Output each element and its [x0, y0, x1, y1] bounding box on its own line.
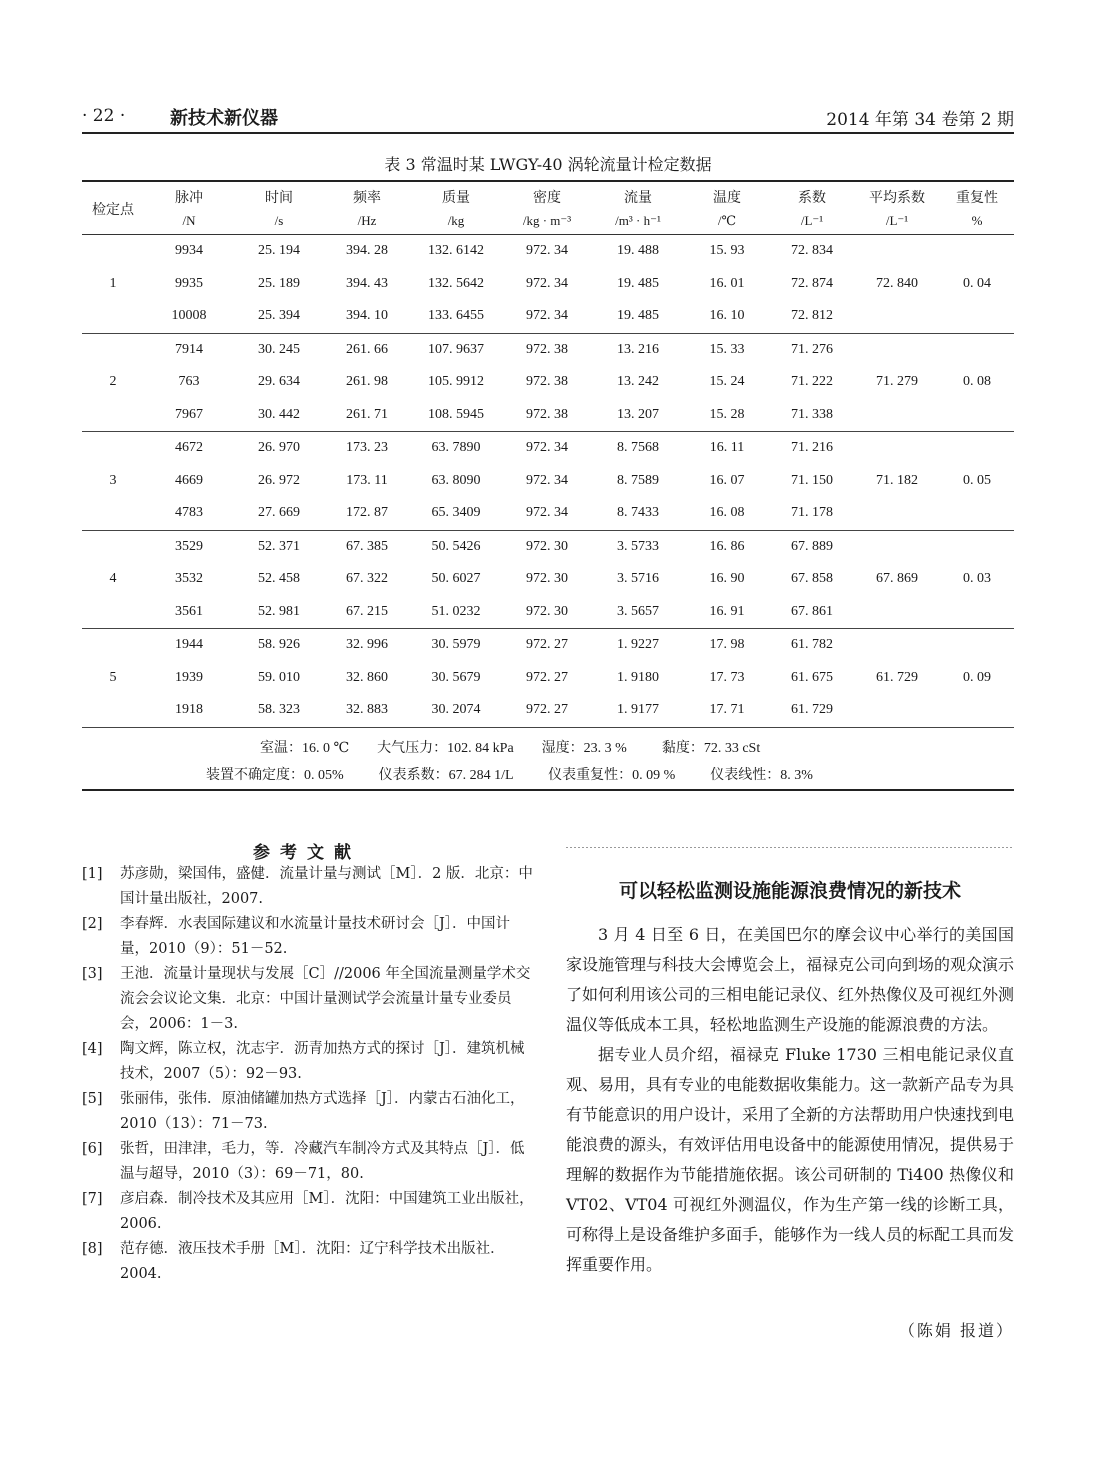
table-cell: 394. 43 — [346, 275, 388, 291]
section-divider-ornament — [566, 838, 1014, 848]
table-cell: 108. 5945 — [428, 406, 484, 422]
reference-number: [5] — [82, 1091, 103, 1107]
table-cell: 972. 30 — [526, 603, 568, 619]
table-cell: 71. 216 — [791, 440, 833, 456]
table-cell: 16. 91 — [709, 603, 745, 619]
reference-text: 王池．流量计量现状与发展［C］//2006 年全国流量测量学术交流会会议论文集．北京：中国计量测试学会流量计量专业委员会，2006：1－3. — [120, 966, 531, 1032]
table-cell: 16. 11 — [709, 440, 745, 456]
table-cell: 8. 7568 — [617, 440, 659, 456]
table-cell: 9934 — [175, 243, 203, 259]
table-notes — [82, 727, 1014, 791]
table-cell: 172. 87 — [346, 505, 388, 521]
table-cell: 132. 5642 — [428, 275, 484, 291]
journal-name: 新技术新仪器 — [170, 108, 278, 129]
table-cell: 25. 194 — [258, 243, 300, 259]
table-cell: 71. 338 — [791, 406, 833, 422]
column-header: 质量 — [442, 191, 470, 206]
table-row — [82, 530, 1014, 563]
table-note-conditions: 室温：16. 0 ℃ 大气压力：102. 84 kPa 湿度：23. 3 % 黏度：72. 33 cSt — [260, 741, 761, 756]
reference-item — [82, 862, 534, 912]
calibration-point-group — [82, 629, 1014, 728]
table-cell: 51. 0232 — [431, 603, 481, 619]
column-unit: % — [971, 213, 983, 228]
table-cell: 67. 858 — [791, 571, 833, 587]
table-row — [82, 333, 1014, 366]
reference-text: 彦启森．制冷技术及其应用［M］．沈阳：中国建筑工业出版社，2006. — [120, 1191, 534, 1232]
table-cell: 1. 9180 — [617, 669, 659, 685]
table-cell: 972. 34 — [526, 505, 568, 521]
table-cell: 13. 207 — [617, 406, 659, 422]
calibration-point: 2 — [109, 374, 117, 390]
table-cell: 394. 10 — [346, 308, 388, 324]
table-cell: 7967 — [175, 406, 203, 422]
references-title: 参考文献 — [253, 843, 361, 863]
table-cell: 9935 — [175, 275, 203, 291]
table-caption: 表 3 常温时某 LWGY-40 涡轮流量计检定数据 — [384, 155, 712, 174]
table-cell: 16. 07 — [709, 472, 745, 488]
table-cell: 72. 874 — [791, 275, 833, 291]
column-unit: /℃ — [717, 213, 737, 228]
table-cell: 972. 30 — [526, 571, 568, 587]
reference-number: [2] — [82, 916, 103, 932]
table-cell: 25. 189 — [258, 275, 300, 291]
table-row — [82, 432, 1014, 465]
reference-text: 李春辉．水表国际建议和水流量计量技术研讨会［J］．中国计量，2010（9）：51－52. — [120, 916, 511, 957]
repeatability: 0. 04 — [963, 275, 991, 291]
table-cell: 71. 178 — [791, 505, 833, 521]
table-cell: 133. 6455 — [428, 308, 484, 324]
table-cell: 4669 — [175, 472, 203, 488]
reference-item — [82, 962, 534, 1037]
table-cell: 16. 90 — [709, 571, 745, 587]
news-paragraph: 据专业人员介绍，福禄克 Fluke 1730 三相电能记录仪直观、易用，具有专业的电能数据收集能力。这一款新产品专为具有节能意识的用户设计，采用了全新的方法帮助用户快速找到电能浪费的源头，有效评估用电设备中的能源使用情况，提供易于理解的数据作为节能措施依据。该公司研制的 Ti400 热像仪和 VT02、VT04 可视红外测温仪，作为生产第一线的诊断工具，可称得上是设备维护多面手，能够作为一线人员的标配工具而发挥重要作用。 — [566, 1045, 1015, 1274]
table-cell: 50. 5426 — [431, 538, 481, 554]
table-cell: 63. 8090 — [431, 472, 481, 488]
table-cell: 19. 485 — [617, 308, 659, 324]
average-coefficient: 67. 869 — [876, 571, 918, 587]
table-cell: 67. 861 — [791, 603, 833, 619]
column-header: 频率 — [353, 191, 381, 206]
table-cell: 25. 394 — [258, 308, 300, 324]
table-cell: 3. 5657 — [617, 603, 659, 619]
column-header: 平均系数 — [869, 191, 925, 206]
table-cell: 50. 6027 — [431, 571, 481, 587]
calibration-point-group — [82, 235, 1014, 334]
calibration-point-group — [82, 530, 1014, 629]
reference-text: 张丽伟，张伟．原油储罐加热方式选择［J］．内蒙古石油化工，2010（13）：71－73. — [120, 1091, 525, 1132]
table-row — [82, 235, 1014, 268]
table-cell: 30. 5979 — [431, 637, 481, 653]
calibration-point-group — [82, 333, 1014, 432]
table-cell: 17. 71 — [709, 702, 745, 718]
table-cell: 972. 34 — [526, 472, 568, 488]
average-coefficient: 71. 182 — [876, 472, 918, 488]
table-cell: 972. 38 — [526, 341, 568, 357]
table-cell: 67. 889 — [791, 538, 833, 554]
table-cell: 3. 5733 — [617, 538, 659, 554]
table-cell: 52. 458 — [258, 571, 300, 587]
column-header: 时间 — [265, 191, 293, 206]
table-cell: 32. 860 — [346, 669, 388, 685]
table-cell: 972. 34 — [526, 308, 568, 324]
average-coefficient: 72. 840 — [876, 275, 918, 291]
table-cell: 8. 7589 — [617, 472, 659, 488]
table-cell: 3. 5716 — [617, 571, 659, 587]
column-header: 检定点 — [92, 203, 134, 218]
calibration-point-group — [82, 432, 1014, 531]
news-body — [566, 920, 1014, 1280]
table-cell: 107. 9637 — [428, 341, 484, 357]
column-unit: /s — [274, 213, 284, 228]
table-cell: 71. 276 — [791, 341, 833, 357]
news-paragraph: 3 月 4 日至 6 日，在美国巴尔的摩会议中心举行的美国国家设施管理与科技大会博览会上，福禄克公司向到场的观众演示了如何利用该公司的三相电能记录仪、红外热像仪及可视红外测温仪等低成本工具，轻松地监测生产设施的能源浪费的方法。 — [566, 925, 1015, 1034]
table-cell: 71. 222 — [791, 374, 833, 390]
table-cell: 7914 — [175, 341, 203, 357]
repeatability: 0. 09 — [963, 669, 991, 685]
table-cell: 19. 488 — [617, 243, 659, 259]
column-header: 温度 — [713, 191, 741, 206]
table-note-instrument: 装置不确定度：0. 05% 仪表系数：67. 284 1/L 仪表重复性：0. 09 % 仪表线性：8. 3% — [206, 768, 813, 783]
column-header: 重复性 — [956, 191, 998, 206]
page-header — [82, 102, 1014, 134]
reference-item — [82, 1237, 534, 1287]
column-unit: /L⁻¹ — [885, 213, 909, 228]
table-cell: 261. 98 — [346, 374, 388, 390]
table-cell: 58. 926 — [258, 637, 300, 653]
table-cell: 1. 9227 — [617, 637, 659, 653]
average-coefficient: 71. 279 — [876, 374, 918, 390]
table-cell: 173. 11 — [346, 472, 388, 488]
table-cell: 15. 28 — [709, 406, 745, 422]
table-cell: 972. 34 — [526, 275, 568, 291]
average-coefficient: 61. 729 — [876, 669, 918, 685]
table-cell: 1939 — [175, 669, 203, 685]
calibration-point: 3 — [109, 472, 117, 488]
reference-text: 范存德．液压技术手册［M］．沈阳：辽宁科学技术出版社．2004. — [120, 1241, 505, 1282]
table-cell: 972. 27 — [526, 702, 568, 718]
reference-item — [82, 1187, 534, 1237]
table-cell: 32. 883 — [346, 702, 388, 718]
column-header: 密度 — [533, 191, 561, 206]
table-cell: 972. 38 — [526, 406, 568, 422]
reference-number: [7] — [82, 1191, 103, 1207]
calibration-point: 5 — [109, 669, 117, 685]
table-cell: 972. 38 — [526, 374, 568, 390]
table-cell: 15. 24 — [709, 374, 745, 390]
table-cell: 13. 242 — [617, 374, 659, 390]
table-cell: 1918 — [175, 702, 203, 718]
table-cell: 26. 972 — [258, 472, 300, 488]
table-cell: 1944 — [175, 637, 203, 653]
table-cell: 3532 — [175, 571, 203, 587]
issue-info: 2014 年第 34 卷第 2 期 — [826, 110, 1014, 130]
table-cell: 58. 323 — [258, 702, 300, 718]
table-cell: 16. 10 — [709, 308, 745, 324]
table-cell: 32. 996 — [346, 637, 388, 653]
table-cell: 30. 5679 — [431, 669, 481, 685]
table-cell: 3529 — [175, 538, 203, 554]
table-cell: 972. 34 — [526, 440, 568, 456]
table-cell: 17. 73 — [709, 669, 745, 685]
table-cell: 3561 — [175, 603, 203, 619]
table-cell: 17. 98 — [709, 637, 745, 653]
table-cell: 4672 — [175, 440, 203, 456]
reference-number: [4] — [82, 1041, 103, 1057]
table-cell: 4783 — [175, 505, 203, 521]
page-number: · 22 · — [82, 106, 126, 126]
table-cell: 61. 729 — [791, 702, 833, 718]
table-cell: 72. 834 — [791, 243, 833, 259]
column-unit: /N — [182, 213, 196, 228]
table-header — [82, 181, 1014, 235]
reference-item — [82, 1087, 534, 1137]
table-cell: 30. 442 — [258, 406, 300, 422]
reference-item — [82, 1037, 534, 1087]
calibration-point: 4 — [109, 571, 117, 587]
table-cell: 67. 215 — [346, 603, 388, 619]
table-cell: 15. 93 — [709, 243, 745, 259]
table-cell: 394. 28 — [346, 243, 388, 259]
column-header: 系数 — [798, 191, 826, 206]
column-header: 脉冲 — [175, 191, 203, 206]
column-header: 流量 — [624, 191, 652, 206]
reference-number: [8] — [82, 1241, 103, 1257]
table-cell: 72. 812 — [791, 308, 833, 324]
table-cell: 52. 371 — [258, 538, 300, 554]
table-cell: 173. 23 — [346, 440, 388, 456]
column-unit: /kg · m⁻³ — [522, 213, 572, 228]
column-unit: /kg — [447, 213, 465, 228]
calibration-point: 1 — [109, 275, 117, 291]
repeatability: 0. 08 — [963, 374, 991, 390]
table-cell: 63. 7890 — [431, 440, 481, 456]
news-title: 可以轻松监测设施能源浪费情况的新技术 — [618, 880, 961, 902]
table-cell: 16. 86 — [709, 538, 745, 554]
table-cell: 61. 675 — [791, 669, 833, 685]
table-cell: 972. 34 — [526, 243, 568, 259]
table-cell: 8. 7433 — [617, 505, 659, 521]
reference-number: [1] — [82, 866, 103, 882]
table-cell: 10008 — [171, 308, 207, 324]
table-cell: 261. 71 — [346, 406, 388, 422]
table-cell: 19. 485 — [617, 275, 659, 291]
table-cell: 972. 27 — [526, 637, 568, 653]
table-cell: 1. 9177 — [617, 702, 659, 718]
table-cell: 26. 970 — [258, 440, 300, 456]
reference-number: [3] — [82, 966, 103, 982]
table-cell: 132. 6142 — [428, 243, 484, 259]
table-cell: 30. 245 — [258, 341, 300, 357]
news-reporter: （陈娟 报道） — [898, 1321, 1014, 1340]
table-cell: 972. 27 — [526, 669, 568, 685]
table-cell: 67. 385 — [346, 538, 388, 554]
table-cell: 15. 33 — [709, 341, 745, 357]
reference-list — [82, 862, 534, 1287]
ornament-pattern — [566, 843, 1014, 848]
table-cell: 65. 3409 — [431, 505, 481, 521]
table-cell: 30. 2074 — [431, 702, 481, 718]
table-cell: 59. 010 — [258, 669, 300, 685]
table-cell: 261. 66 — [346, 341, 388, 357]
reference-text: 苏彦勋，梁国伟，盛健．流量计量与测试［M］．2 版．北京：中国计量出版社，2007. — [120, 866, 533, 907]
calibration-table — [82, 180, 1014, 728]
reference-number: [6] — [82, 1141, 103, 1157]
table-cell: 16. 01 — [709, 275, 745, 291]
table-cell: 52. 981 — [258, 603, 300, 619]
reference-item — [82, 912, 534, 962]
table-cell: 29. 634 — [258, 374, 300, 390]
repeatability: 0. 03 — [963, 571, 991, 587]
reference-text: 张哲，田津津，毛力，等．冷藏汽车制冷方式及其特点［J］．低温与超导，2010（3）：69－71，80. — [120, 1141, 525, 1182]
column-unit: /Hz — [357, 213, 377, 228]
column-unit: /m³ · h⁻¹ — [615, 213, 661, 228]
table-cell: 71. 150 — [791, 472, 833, 488]
reference-text: 陶文辉，陈立权，沈志宇．沥青加热方式的探讨［J］．建筑机械技术，2007（5）：92－93. — [120, 1041, 525, 1082]
repeatability: 0. 05 — [963, 472, 991, 488]
column-unit: /L⁻¹ — [800, 213, 824, 228]
table-row — [82, 629, 1014, 662]
table-cell: 763 — [178, 374, 200, 390]
table-cell: 67. 322 — [346, 571, 388, 587]
table-cell: 27. 669 — [258, 505, 300, 521]
reference-item — [82, 1137, 534, 1187]
table-cell: 61. 782 — [791, 637, 833, 653]
table-cell: 972. 30 — [526, 538, 568, 554]
table-cell: 105. 9912 — [428, 374, 484, 390]
table-cell: 16. 08 — [709, 505, 745, 521]
table-cell: 13. 216 — [617, 341, 659, 357]
